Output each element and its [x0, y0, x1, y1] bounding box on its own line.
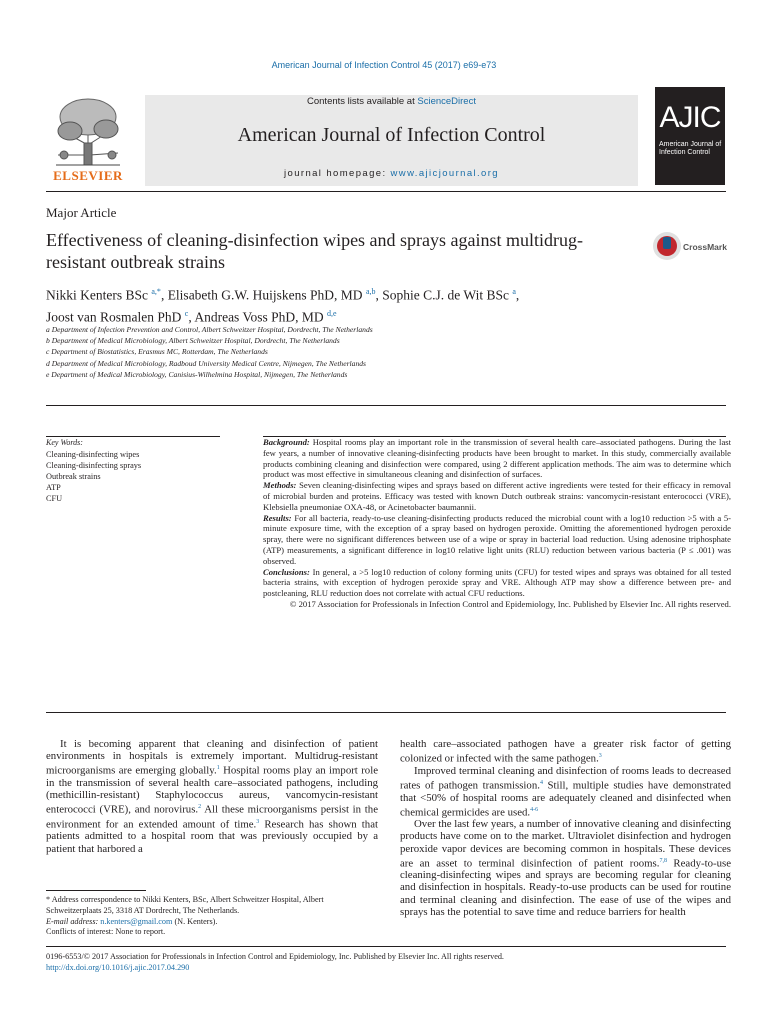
paragraph: Over the last few years, a number of innovative cleaning and disinfecting products have come on to the market. Ultraviolet disinfection and hydrogen peroxide vapor devices are becoming common in hospitals. These devices are an asset to terminal disinfection of patient rooms.$^{7,8}$ Ready-to-use cleaning-disinfecting wipes and sprays are becoming regular for cleaning and disinfection in hospitals. Ready-to-use products can be used for routine and terminal cleaning and disinfection. The ease of use of the wipes and sprays has the potential to save time and reduce barriers for health	[400, 818, 731, 918]
divider	[46, 436, 220, 437]
paragraph: Improved terminal cleaning and disinfection of rooms leads to decreased rates of pathogen transmission.$^4$ Still, multiple studies have demonstrated that <50% of hospital rooms are adequately cleaned and disinfected when chemical germicides are used.$^{4-6}$	[400, 764, 731, 819]
section-text: Seven cleaning-disinfecting wipes and sprays based on different active ingredients were tested for their efficacy in removal of microbial burden and proteins. Efficacy was tested with known Dutch outbreak strains: vancomycin-resistant enterococci (VRE), Klebsiella pneumoniae OXA-48, or Acinetobacter baumannii.	[263, 480, 731, 512]
crossmark-icon	[652, 231, 682, 261]
keywords-heading: Key Words:	[46, 438, 83, 447]
homepage-prefix: journal homepage:	[284, 168, 391, 179]
section-text: For all bacteria, ready-to-use cleaning-disinfecting products reduced the microbial count with a log10 reduction >5 with a 5-minute exposure time, with the exception of a spray based on hydrogen peroxide. Omitting the aforementioned hydrogen peroxide spray, there were no significant differences between use of a wipe or spray in bacterial load reduction. Using adenosine triphosphate (ATP) measurements, a significant difference in log10 relative light units (RLU) reduction between various bacteria (P ≤ .001) was observed.	[263, 512, 731, 566]
divider	[46, 191, 726, 192]
author-affiliation-marker[interactable]: c	[184, 308, 189, 318]
author-affiliation-marker[interactable]: a,b	[365, 287, 376, 296]
keyword-item: Cleaning-disinfecting sprays	[46, 461, 142, 470]
paragraph: It is becoming apparent that cleaning and disinfection of patient environments in hospitals is extremely important. Multidrug-resistant microorganisms are emerging globally.$^1$ Hospital rooms play an import role in the transmission of several health care–associated pathogens, including (methicillin-resistant) Staphylococcus aureus, vancomycin-resistant enterococci (VRE), and norovirus.$^2$ All these microorganisms persist in the environment for an extended amount of time.$^3$ Research has shown that patients admitted to a hospital room that was previously occupied by a patient that harbored a	[46, 738, 378, 855]
abstract-results	[263, 513, 731, 567]
section-label: Results:	[263, 512, 292, 523]
contents-line	[145, 96, 638, 107]
crossmark-label[interactable]: CrossMark	[683, 242, 727, 252]
author-name: Nikki Kenters BSc	[46, 287, 152, 303]
correspondence-address: * Address correspondence to Nikki Kenters, BSc, Albert Schweitzer Hospital, Albert Schweitzerplaats 25, 3318 AT Dordrecht, The Netherlands.	[46, 895, 324, 915]
abstract-methods	[263, 480, 731, 512]
ajic-logo: AJIC	[659, 101, 721, 134]
article-type: Major Article	[46, 205, 117, 220]
body-column-left	[46, 738, 378, 855]
footnote	[46, 895, 378, 938]
section-label: Methods:	[263, 480, 297, 491]
citation-link[interactable]: 3	[256, 818, 260, 825]
homepage-link[interactable]: www.ajicjournal.org	[390, 168, 499, 179]
citation-link[interactable]: 4	[539, 779, 543, 786]
author-name: Joost van Rosmalen PhD	[46, 309, 185, 324]
citation-link[interactable]: 1	[216, 765, 220, 772]
abstract-conclusions	[263, 567, 731, 599]
keyword-item: Cleaning-disinfecting wipes	[46, 450, 140, 459]
doi-link[interactable]: http://dx.doi.org/10.1016/j.ajic.2017.04.290	[46, 963, 190, 972]
citation-link[interactable]: 7,8	[659, 857, 667, 864]
author-affiliation-marker[interactable]: a	[512, 287, 516, 296]
section-label: Conclusions:	[263, 566, 310, 577]
body-column-right	[400, 738, 731, 918]
abstract-background	[263, 437, 731, 480]
contents-prefix: Contents lists available at	[307, 96, 418, 107]
divider	[46, 405, 726, 406]
journal-reference[interactable]: American Journal of Infection Control 45 (2017) e69-e73	[271, 60, 497, 70]
issn-copyright: 0196-6553/© 2017 Association for Professionals in Infection Control and Epidemiology, Inc. Published by Elsevier Inc. All rights reserved.	[46, 952, 504, 961]
author-separator: ,	[515, 287, 520, 303]
section-text: Hospital rooms play an important role in the transmission of several health care–associated pathogens. During the last few years, a number of innovative cleaning-disinfecting products have been brought to market. In this study, commercially available products combining cleaning and disinfection were compared, using 2 different application methods. The aim was to determine which product was most effective in simultaneous cleaning and disinfection of surfaces.	[263, 437, 731, 480]
ajic-subtitle: American Journal of Infection Control	[659, 141, 722, 156]
section-label: Background:	[263, 437, 310, 447]
affiliation-item: b Department of Medical Microbiology, Albert Schweitzer Hospital, Dordrecht, The Netherlands	[46, 336, 340, 346]
abstract	[263, 437, 731, 610]
section-text: In general, a >5 log10 reduction of colony forming units (CFU) for tested wipes and sprays was obtained for all tested bacteria strains, with exception of hydrogen peroxide spray and VRE. Although ATP may show a difference between pre- and postcleaning, RLU reduction does not correlate with actual CFU reductions.	[263, 566, 732, 599]
affiliation-item: e Department of Medical Microbiology, Canisius-Wilhelmina Hospital, Nijmegen, The Netherlands	[46, 369, 348, 379]
keywords-list	[46, 449, 141, 504]
sciencedirect-link[interactable]: ScienceDirect	[417, 96, 476, 107]
affiliation-item: a Department of Infection Prevention and Control, Albert Schweitzer Hospital, Dordrecht, The Netherlands	[46, 325, 373, 334]
keyword-item: Outbreak strains	[46, 472, 101, 481]
citation-link[interactable]: 4-6	[530, 806, 539, 813]
divider	[46, 890, 146, 891]
keyword-item: CFU	[46, 494, 63, 503]
author-line-2	[46, 305, 646, 327]
author-name: , Sophie C.J. de Wit BSc	[375, 287, 513, 303]
elsevier-wordmark: ELSEVIER	[53, 168, 123, 183]
affiliation-item: c Department of Biostatistics, Erasmus MC, Rotterdam, The Netherlands	[46, 347, 268, 357]
affiliation-list	[46, 324, 726, 380]
divider	[46, 946, 726, 947]
email-line	[46, 917, 378, 928]
author-name: , Andreas Voss PhD, MD	[188, 309, 327, 324]
email-link[interactable]: n.kenters@gmail.com	[100, 916, 173, 926]
author-list	[46, 283, 646, 326]
issn-footer	[46, 951, 504, 973]
author-line-1	[46, 283, 646, 305]
paragraph: health care–associated pathogen have a greater risk factor of getting colonized or infected with the same pathogen.$^3$	[400, 738, 731, 765]
affiliation-item: d Department of Medical Microbiology, Radboud University Medical Centre, Nijmegen, The Netherlands	[46, 358, 367, 368]
journal-title: American Journal of Infection Control	[237, 124, 546, 146]
conflicts-statement: Conflicts of interest: None to report.	[46, 927, 166, 937]
article-title: Effectiveness of cleaning-disinfection wipes and sprays against multidrug-resistant outbreak strains	[46, 230, 584, 272]
citation-link[interactable]: 2	[198, 804, 202, 811]
author-affiliation-marker[interactable]: d,e	[326, 308, 337, 318]
author-affiliation-marker[interactable]: a,*	[151, 287, 161, 296]
email-label: E-mail address:	[46, 916, 101, 926]
divider	[46, 712, 726, 713]
email-suffix: (N. Kenters).	[172, 916, 218, 926]
abstract-copyright: © 2017 Association for Professionals in Infection Control and Epidemiology, Inc. Published by Elsevier Inc. All rights reserved.	[289, 598, 731, 609]
citation-link[interactable]: 3	[598, 753, 602, 760]
author-name: , Elisabeth G.W. Huijskens PhD, MD	[160, 287, 366, 303]
keyword-item: ATP	[46, 483, 61, 492]
journal-homepage	[145, 168, 638, 179]
journal-cover	[655, 87, 725, 185]
